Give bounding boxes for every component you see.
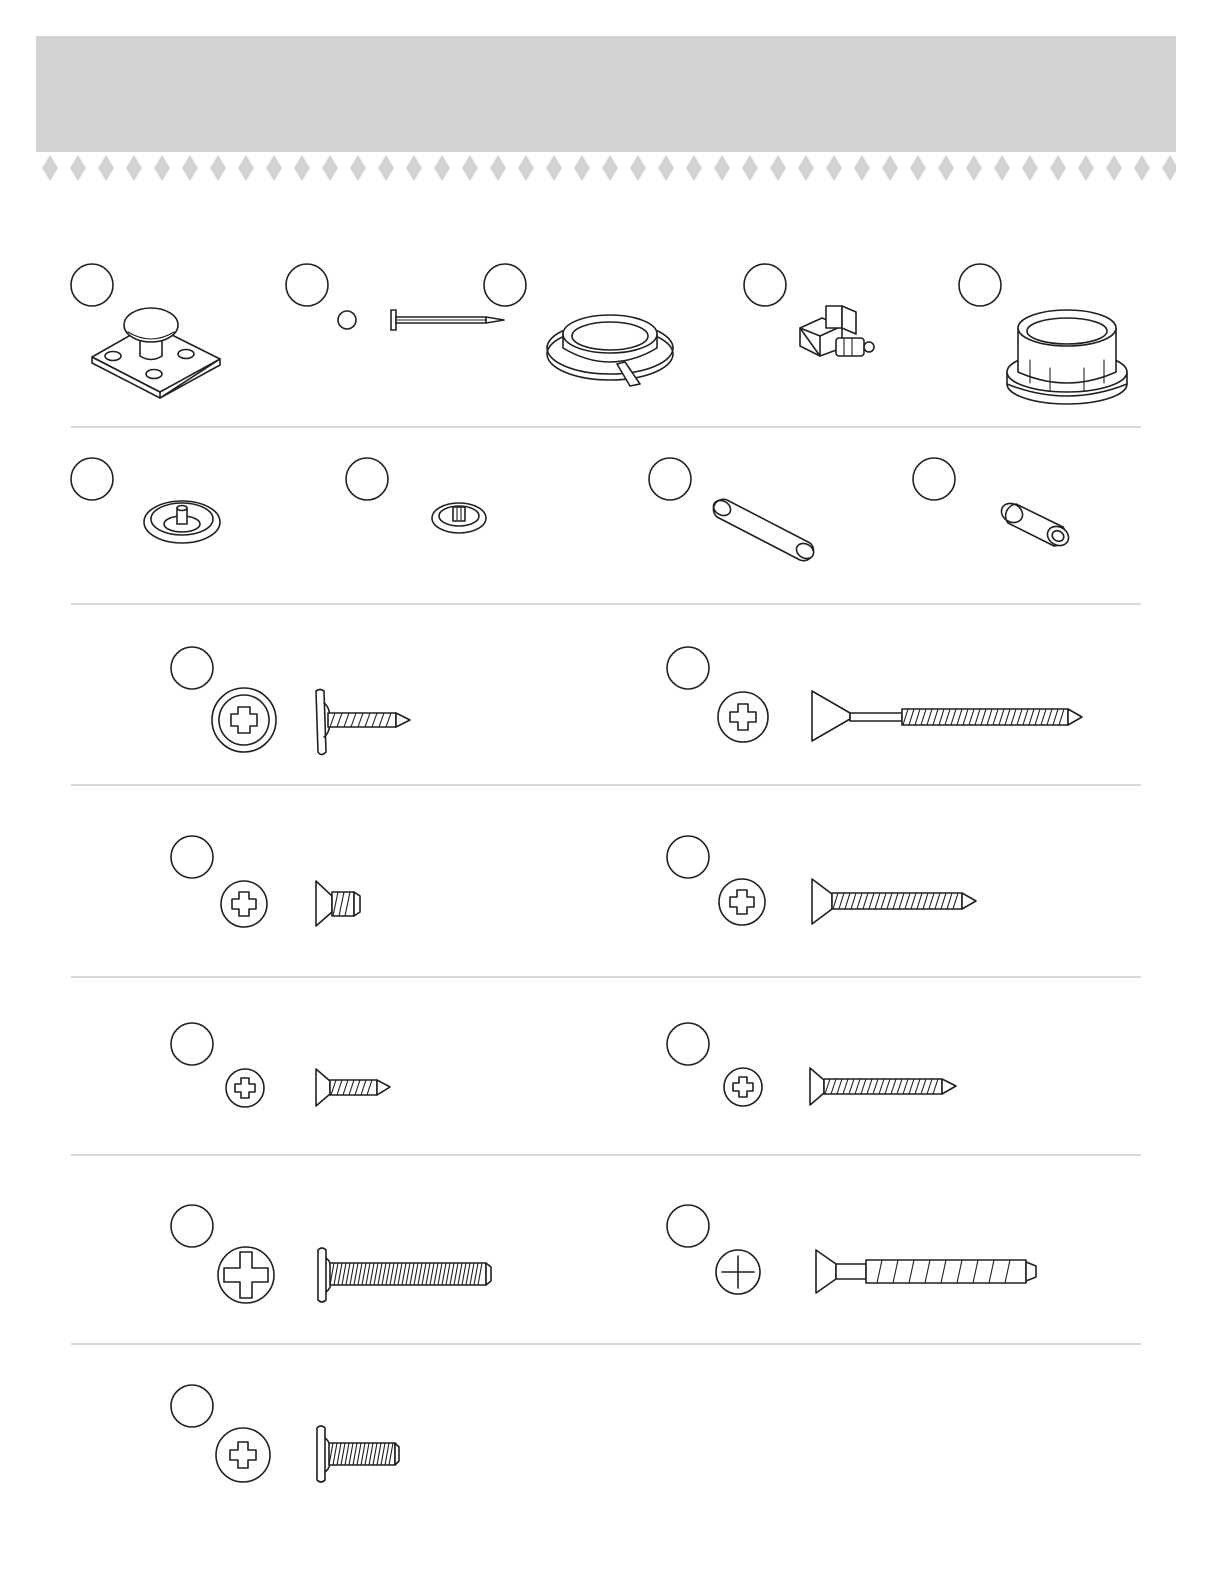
stubby-flat-head-screw-icon [221, 881, 360, 927]
long-flat-head-screw-icon [718, 691, 1082, 742]
part-label-circle [171, 1023, 213, 1065]
part-large-cap [71, 458, 220, 543]
part-label-circle [913, 458, 955, 500]
part-label-circle [71, 458, 113, 500]
header-band [36, 36, 1176, 184]
small-cap-icon [432, 503, 486, 533]
part-label-circle [171, 1205, 213, 1247]
part-label-circle [171, 836, 213, 878]
part-small-cap [346, 458, 486, 533]
part-label-circle [744, 264, 786, 306]
part-wood-dowel [649, 458, 816, 562]
part-grommet [484, 264, 673, 386]
part-machine-bolt [171, 1205, 491, 1303]
part-stubby-flat-head-screw [171, 836, 360, 927]
large-cap-icon [144, 501, 220, 543]
part-label-circle [171, 1385, 213, 1427]
part-label-circle [171, 647, 213, 689]
nail-icon [338, 310, 504, 330]
part-cam-lock-plate [71, 264, 220, 398]
coarse-thread-screw-icon [716, 1250, 1036, 1294]
grommet-icon [547, 315, 673, 386]
pan-head-screw-icon [212, 688, 410, 755]
part-short-flat-head-screw [171, 1023, 390, 1107]
part-pan-head-screw [171, 647, 410, 755]
part-label-circle [667, 647, 709, 689]
part-spacer-tube [913, 458, 1072, 549]
part-label-circle [667, 1205, 709, 1247]
round-plug-icon [1007, 310, 1127, 404]
part-label-circle [649, 458, 691, 500]
wood-dowel-icon [711, 497, 817, 561]
part-coarse-thread-screw [667, 1205, 1036, 1294]
flat-head-screw-icon [724, 1068, 956, 1106]
part-label-circle [71, 264, 113, 306]
part-label-circle [667, 836, 709, 878]
cam-lock-plate-icon [92, 308, 220, 398]
machine-bolt-icon [218, 1247, 491, 1303]
part-label-circle [484, 264, 526, 306]
part-label-circle [667, 1023, 709, 1065]
part-label-circle [959, 264, 1001, 306]
part-flat-head-screw [667, 1023, 956, 1106]
cable-clip-icon [800, 306, 874, 356]
part-long-flat-head-screw [667, 647, 1082, 742]
spacer-tube-icon [998, 500, 1072, 550]
short-flat-head-screw-icon [226, 1069, 390, 1107]
part-label-circle [286, 264, 328, 306]
diamond-border [36, 152, 1176, 184]
part-short-machine-bolt [171, 1385, 399, 1482]
part-nail [286, 264, 504, 330]
part-round-plug [959, 264, 1127, 404]
part-cable-clip [744, 264, 874, 356]
part-medium-flat-head-screw [667, 836, 976, 925]
part-label-circle [346, 458, 388, 500]
